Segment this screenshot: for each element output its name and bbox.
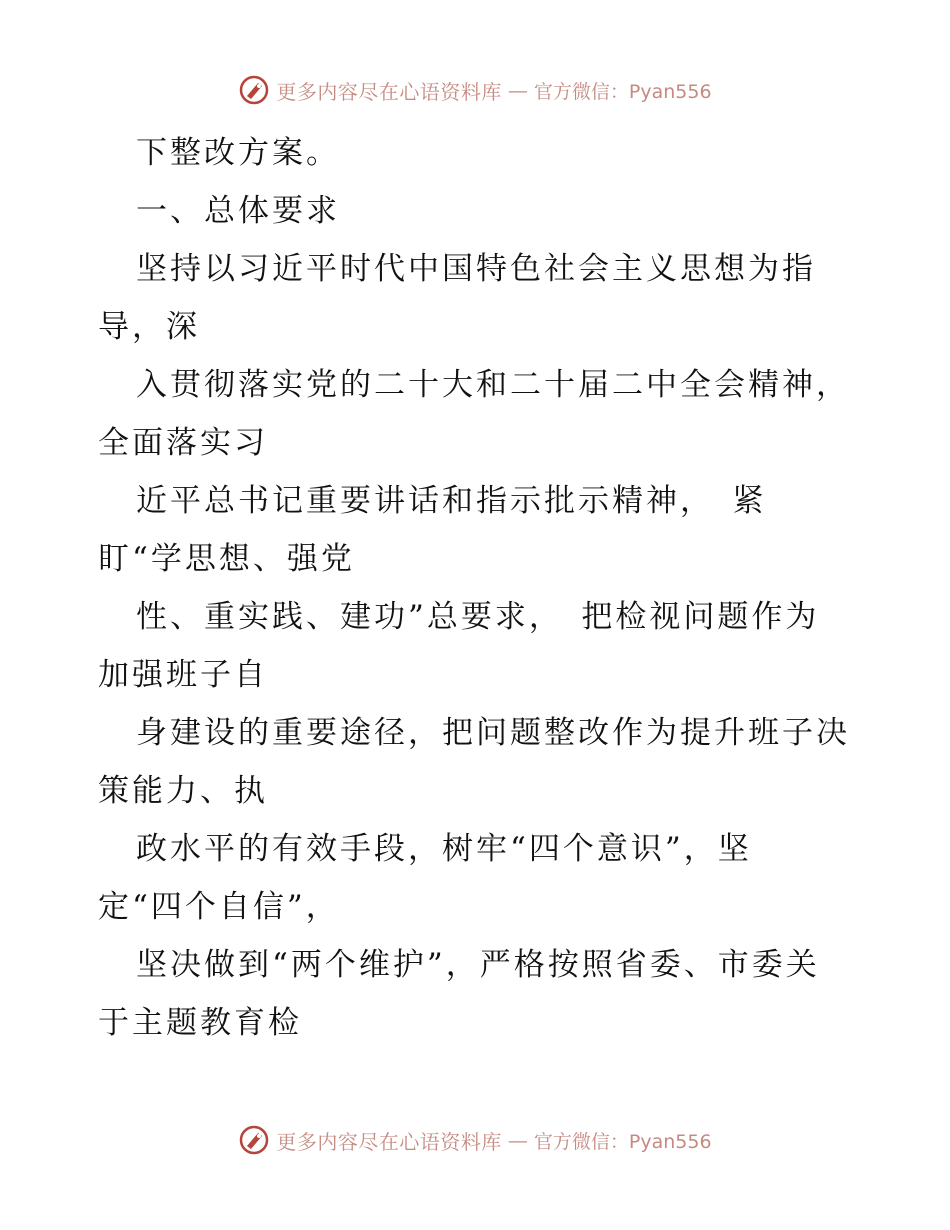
text-line: 性、重实践、建功”总要求， 把检视问题作为 bbox=[136, 599, 820, 635]
pen-logo-icon bbox=[238, 74, 270, 106]
text-line: 入贯彻落实党的二十大和二十届二中全会精神， bbox=[136, 367, 850, 403]
text-line: 策能力、执 bbox=[98, 773, 268, 809]
text-line: 近平总书记重要讲话和指示批示精神， 紧 bbox=[136, 483, 767, 519]
watermark-title: 更多内容尽在心语资料库 bbox=[276, 79, 502, 104]
header-watermark bbox=[0, 74, 950, 106]
text-line: 于主题教育检 bbox=[98, 1005, 302, 1041]
document-body bbox=[98, 124, 858, 1052]
text-line: 下整改方案。 bbox=[136, 135, 340, 171]
text-line: 身建设的重要途径，把问题整改作为提升班子决 bbox=[136, 715, 850, 751]
text-line: 加强班子自 bbox=[98, 657, 268, 693]
footer-watermark bbox=[0, 1124, 950, 1156]
watermark-wechat: 官方微信：Pyan556 bbox=[533, 80, 712, 103]
text-line: 坚持以习近平时代中国特色社会主义思想为指 bbox=[136, 251, 816, 287]
text-line: 全面落实习 bbox=[98, 425, 268, 461]
pen-logo-icon bbox=[238, 1124, 270, 1156]
section-heading: 一、总体要求 bbox=[136, 193, 340, 229]
watermark-separator: — bbox=[507, 78, 528, 102]
text-line: 政水平的有效手段，树牢“四个意识”，坚 bbox=[136, 831, 752, 867]
text-line: 导，深 bbox=[98, 309, 200, 345]
text-line: 坚决做到“两个维护”，严格按照省委、市委关 bbox=[136, 947, 820, 983]
watermark-separator: — bbox=[507, 1128, 528, 1152]
watermark-wechat: 官方微信：Pyan556 bbox=[533, 1130, 712, 1153]
text-line: 盯“学思想、强党 bbox=[98, 541, 355, 577]
watermark-title: 更多内容尽在心语资料库 bbox=[276, 1129, 502, 1154]
text-line: 定“四个自信”， bbox=[98, 889, 340, 925]
